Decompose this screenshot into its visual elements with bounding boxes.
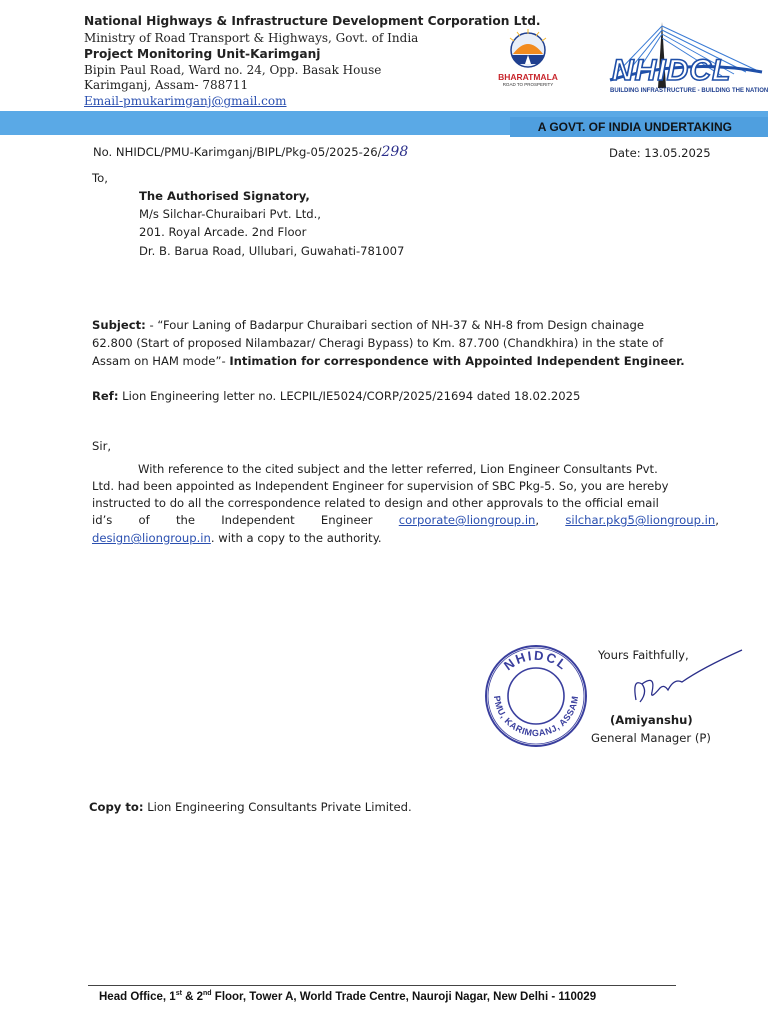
reference-number-handwritten: 298 <box>381 144 409 160</box>
stamp-top-text: NHIDCL <box>501 647 572 674</box>
recipient-line-4: Dr. B. Barua Road, Ullubari, Guwahati-781007 <box>139 244 405 258</box>
address-line-1: Bipin Paul Road, Ward no. 24, Opp. Basak House <box>84 63 382 77</box>
head-office-address <box>99 990 596 1003</box>
copy-to-line <box>89 800 412 814</box>
email-link-corporate[interactable]: corporate@liongroup.in <box>398 513 536 527</box>
paragraph-line-4 <box>92 513 719 527</box>
email-link-design[interactable]: design@liongroup.in <box>92 531 211 545</box>
paragraph-word: the <box>175 513 195 527</box>
bharatmala-emblem-icon <box>492 28 564 72</box>
paragraph-word: of <box>138 513 150 527</box>
to-label: To, <box>92 171 108 185</box>
subject-line-2: 62.800 (Start of proposed Nilambazar/ Cheragi Bypass) to Km. 87.700 (Chandkhira) in the state of <box>92 336 664 350</box>
reference-label: Ref: <box>92 389 119 403</box>
footer-divider <box>88 985 676 986</box>
subject-label: Subject: <box>92 318 146 332</box>
copy-to-text: Lion Engineering Consultants Private Limited. <box>143 800 412 814</box>
svg-text:PMU, KARIMGANJ, ASSAM <box>492 695 580 738</box>
subject-text-1: - “Four Laning of Badarpur Churaibari section of NH-37 & NH-8 from Design chainage <box>145 318 645 332</box>
reference-number <box>93 144 408 160</box>
footer-text-part: Head Office, 1 <box>99 990 176 1003</box>
salutation: Sir, <box>92 439 112 453</box>
footer-text-part: & 2 <box>181 990 204 1003</box>
subject-intimation: Intimation for correspondence with Appointed Independent Engineer. <box>229 354 685 368</box>
email-link-silchar[interactable]: silchar.pkg5@liongroup.in <box>565 513 716 527</box>
signer-designation: General Manager (P) <box>591 731 711 745</box>
govt-undertaking-label: A GOVT. OF INDIA UNDERTAKING <box>537 120 732 134</box>
office-email-link[interactable]: Email-pmukarimganj@gmail.com <box>84 94 287 108</box>
ministry-name: Ministry of Road Transport & Highways, Govt. of India <box>84 31 419 45</box>
nhidcl-tagline: BUILDING INFRASTRUCTURE - BUILDING THE NATION <box>610 88 768 94</box>
paragraph-line-1: With reference to the cited subject and the letter referred, Lion Engineer Consultants Pvt. <box>138 462 658 476</box>
signature-scribble-icon <box>622 648 746 710</box>
nhidcl-wordmark: NHIDCL <box>612 54 732 87</box>
signer-name: (Amiyanshu) <box>610 713 693 727</box>
paragraph-word: id’s <box>92 513 113 527</box>
footer-text-part: Floor, Tower A, World Trade Centre, Nauroji Nagar, New Delhi - 110029 <box>211 990 597 1003</box>
paragraph-tail: . with a copy to the authority. <box>210 531 382 545</box>
recipient-line-2: M/s Silchar-Churaibari Pvt. Ltd., <box>139 207 321 221</box>
copy-to-label: Copy to: <box>89 800 144 814</box>
subject-line-3 <box>92 354 685 368</box>
unit-name: Project Monitoring Unit-Karimganj <box>84 47 321 61</box>
bharatmala-name: BHARATMALA <box>498 72 558 82</box>
nhidcl-logo <box>606 18 768 98</box>
footer-superscript: nd <box>203 990 212 997</box>
paragraph-line-5 <box>92 531 382 545</box>
bharatmala-logo <box>492 28 564 88</box>
paragraph-word: Independent <box>221 513 295 527</box>
email-separator: , <box>535 513 540 527</box>
subject-line-1 <box>92 318 644 332</box>
subject-text-3: Assam on HAM mode”- <box>92 354 230 368</box>
stamp-bottom-text: PMU, KARIMGANJ, ASSAM <box>491 695 581 739</box>
footer-superscript: st <box>175 990 182 997</box>
recipient-line-3: 201. Royal Arcade. 2nd Floor <box>139 225 307 239</box>
reference-line <box>92 389 580 403</box>
bharatmala-tagline: ROAD TO PROSPERITY <box>502 82 554 87</box>
office-stamp-icon <box>480 642 592 750</box>
reference-text: Lion Engineering letter no. LECPIL/IE5024/CORP/2025/21694 dated 18.02.2025 <box>118 389 581 403</box>
email-separator: , <box>715 513 719 527</box>
paragraph-line-3: instructed to do all the correspondence related to design and other approvals to the official email <box>92 496 659 510</box>
letter-date: Date: 13.05.2025 <box>609 146 711 160</box>
closing-phrase: Yours Faithfully, <box>598 648 689 662</box>
paragraph-line-2: Ltd. had been appointed as Independent Engineer for supervision of SBC Pkg-5. So, you are hereby <box>92 479 669 493</box>
address-line-2: Karimganj, Assam- 788711 <box>84 78 249 92</box>
paragraph-word: Engineer <box>320 513 373 527</box>
org-name: National Highways & Infrastructure Development Corporation Ltd. <box>84 14 541 28</box>
reference-number-printed: No. NHIDCL/PMU-Karimganj/BIPL/Pkg-05/2025-26/ <box>93 145 382 159</box>
recipient-line-1: The Authorised Signatory, <box>139 189 310 203</box>
